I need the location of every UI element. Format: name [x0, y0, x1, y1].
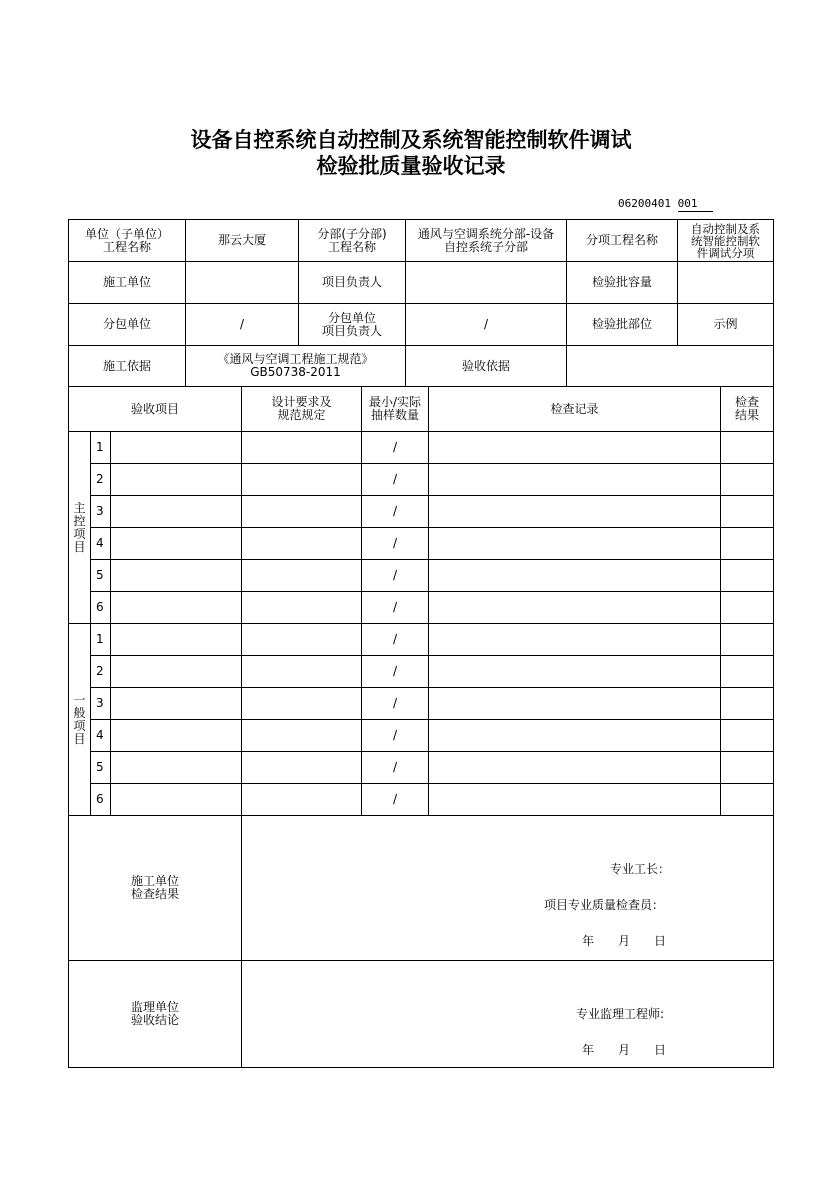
row-number: 1	[91, 432, 111, 464]
row-number: 5	[91, 752, 111, 784]
table-row	[69, 560, 774, 592]
design-cell[interactable]	[242, 432, 362, 464]
result-cell[interactable]	[721, 752, 774, 784]
supervision-row	[69, 961, 774, 1068]
row-number: 3	[91, 496, 111, 528]
header-row-project	[69, 220, 774, 262]
col-record-header: 检查记录	[429, 387, 721, 432]
row-number: 6	[91, 784, 111, 816]
result-cell[interactable]	[721, 784, 774, 816]
item-cell[interactable]	[111, 496, 242, 528]
design-cell[interactable]	[242, 656, 362, 688]
division-value[interactable]: 通风与空调系统分部-设备 自控系统子分部	[406, 220, 567, 262]
contractor-check-signature[interactable]	[242, 816, 774, 961]
record-cell[interactable]	[429, 464, 721, 496]
pm-value[interactable]	[406, 262, 567, 304]
sample-cell[interactable]: /	[362, 784, 429, 816]
document-title: 设备自控系统自动控制及系统智能控制软件调试	[190, 128, 632, 152]
foreman-label: 专业工长：	[610, 862, 671, 876]
sample-cell[interactable]: /	[362, 464, 429, 496]
column-header-row	[69, 387, 774, 432]
header-row-basis	[69, 346, 774, 387]
supervisor-label: 专业监理工程师:	[576, 1007, 665, 1021]
contractor-check-row	[69, 816, 774, 961]
design-cell[interactable]	[242, 688, 362, 720]
row-number: 4	[91, 528, 111, 560]
item-cell[interactable]	[111, 720, 242, 752]
subcontractor-value[interactable]: /	[186, 304, 299, 346]
sample-cell[interactable]: /	[362, 560, 429, 592]
table-row	[69, 720, 774, 752]
basis-value[interactable]: 《通风与空调工程施工规范》 GB50738-2011	[186, 346, 406, 387]
col-result-header: 检查 结果	[721, 387, 774, 432]
row-number: 6	[91, 592, 111, 624]
sample-cell[interactable]: /	[362, 656, 429, 688]
basis-label: 施工依据	[69, 346, 186, 387]
table-row	[69, 688, 774, 720]
header-row-subcontractor	[69, 304, 774, 346]
header-row-contractor	[69, 262, 774, 304]
unit-label: 单位（子单位） 工程名称	[69, 220, 186, 262]
item-cell[interactable]	[111, 432, 242, 464]
result-cell[interactable]	[721, 464, 774, 496]
record-cell[interactable]	[429, 656, 721, 688]
code-prefix: 06200401	[618, 197, 671, 210]
record-cell[interactable]	[429, 752, 721, 784]
record-cell[interactable]	[429, 528, 721, 560]
table-row	[69, 496, 774, 528]
sample-cell[interactable]: /	[362, 528, 429, 560]
table-row	[69, 624, 774, 656]
document-subtitle: 检验批质量验收记录	[316, 154, 506, 178]
row-number: 2	[91, 656, 111, 688]
pm-label: 项目负责人	[299, 262, 406, 304]
subitem-label: 分项工程名称	[567, 220, 678, 262]
sample-cell[interactable]: /	[362, 592, 429, 624]
design-cell[interactable]	[242, 752, 362, 784]
design-cell[interactable]	[242, 592, 362, 624]
result-cell[interactable]	[721, 528, 774, 560]
sample-cell[interactable]: /	[362, 688, 429, 720]
contractor-check-label: 施工单位 检查结果	[69, 816, 242, 961]
design-cell[interactable]	[242, 720, 362, 752]
document-code	[618, 197, 713, 212]
table-row	[69, 528, 774, 560]
sample-cell[interactable]: /	[362, 432, 429, 464]
sample-cell[interactable]: /	[362, 720, 429, 752]
result-cell[interactable]	[721, 560, 774, 592]
inspector-label: 项目专业质量检查员：	[544, 898, 665, 912]
record-cell[interactable]	[429, 624, 721, 656]
design-cell[interactable]	[242, 624, 362, 656]
result-cell[interactable]	[721, 496, 774, 528]
part-value[interactable]: 示例	[678, 304, 774, 346]
record-cell[interactable]	[429, 592, 721, 624]
table-row	[69, 656, 774, 688]
capacity-value[interactable]	[678, 262, 774, 304]
supervision-signature[interactable]	[242, 961, 774, 1068]
result-cell[interactable]	[721, 688, 774, 720]
acceptance-basis-label: 验收依据	[406, 346, 567, 387]
table-row	[69, 592, 774, 624]
subcontractor-label: 分包单位	[69, 304, 186, 346]
result-cell[interactable]	[721, 592, 774, 624]
acceptance-basis-value[interactable]	[567, 346, 774, 387]
table-row	[69, 784, 774, 816]
sub-pm-label: 分包单位 项目负责人	[299, 304, 406, 346]
record-cell[interactable]	[429, 496, 721, 528]
row-number: 5	[91, 560, 111, 592]
design-cell[interactable]	[242, 464, 362, 496]
sample-cell[interactable]: /	[362, 752, 429, 784]
row-number: 3	[91, 688, 111, 720]
item-cell[interactable]	[111, 688, 242, 720]
table-row	[69, 752, 774, 784]
item-cell[interactable]	[111, 624, 242, 656]
item-cell[interactable]	[111, 464, 242, 496]
item-cell[interactable]	[111, 528, 242, 560]
capacity-label: 检验批容量	[567, 262, 678, 304]
record-cell[interactable]	[429, 720, 721, 752]
sample-cell[interactable]: /	[362, 624, 429, 656]
design-cell[interactable]	[242, 496, 362, 528]
record-cell[interactable]	[429, 432, 721, 464]
result-cell[interactable]	[721, 624, 774, 656]
main-section-label: 主控项目	[69, 432, 91, 624]
item-cell[interactable]	[111, 560, 242, 592]
row-number: 4	[91, 720, 111, 752]
contractor-label: 施工单位	[69, 262, 186, 304]
contractor-value[interactable]	[186, 262, 299, 304]
record-cell[interactable]	[429, 784, 721, 816]
col-item-header: 验收项目	[69, 387, 242, 432]
division-label: 分部(子分部) 工程名称	[299, 220, 406, 262]
row-number: 1	[91, 624, 111, 656]
record-cell[interactable]	[429, 560, 721, 592]
col-design-header: 设计要求及 规范规定	[242, 387, 362, 432]
header-table	[68, 219, 774, 387]
contractor-date: 年 月 日	[582, 934, 667, 948]
item-cell[interactable]	[111, 784, 242, 816]
result-cell[interactable]	[721, 432, 774, 464]
item-cell[interactable]	[111, 592, 242, 624]
record-cell[interactable]	[429, 688, 721, 720]
table-row	[69, 432, 774, 464]
row-number: 2	[91, 464, 111, 496]
inspection-table	[68, 386, 774, 1068]
design-cell[interactable]	[242, 528, 362, 560]
supervision-label: 监理单位 验收结论	[69, 961, 242, 1068]
item-cell[interactable]	[111, 656, 242, 688]
item-cell[interactable]	[111, 752, 242, 784]
result-cell[interactable]	[721, 720, 774, 752]
supervision-date: 年 月 日	[582, 1043, 667, 1057]
table-row	[69, 464, 774, 496]
code-suffix: 001	[678, 197, 714, 212]
design-cell[interactable]	[242, 560, 362, 592]
subitem-value[interactable]: 自动控制及系 统智能控制软 件调试分项	[678, 220, 774, 262]
general-section-label: 一般项目	[69, 624, 91, 816]
part-label: 检验批部位	[567, 304, 678, 346]
design-cell[interactable]	[242, 784, 362, 816]
result-cell[interactable]	[721, 656, 774, 688]
unit-value[interactable]: 那云大厦	[186, 220, 299, 262]
col-sample-header: 最小/实际 抽样数量	[362, 387, 429, 432]
sample-cell[interactable]: /	[362, 496, 429, 528]
sub-pm-value[interactable]: /	[406, 304, 567, 346]
